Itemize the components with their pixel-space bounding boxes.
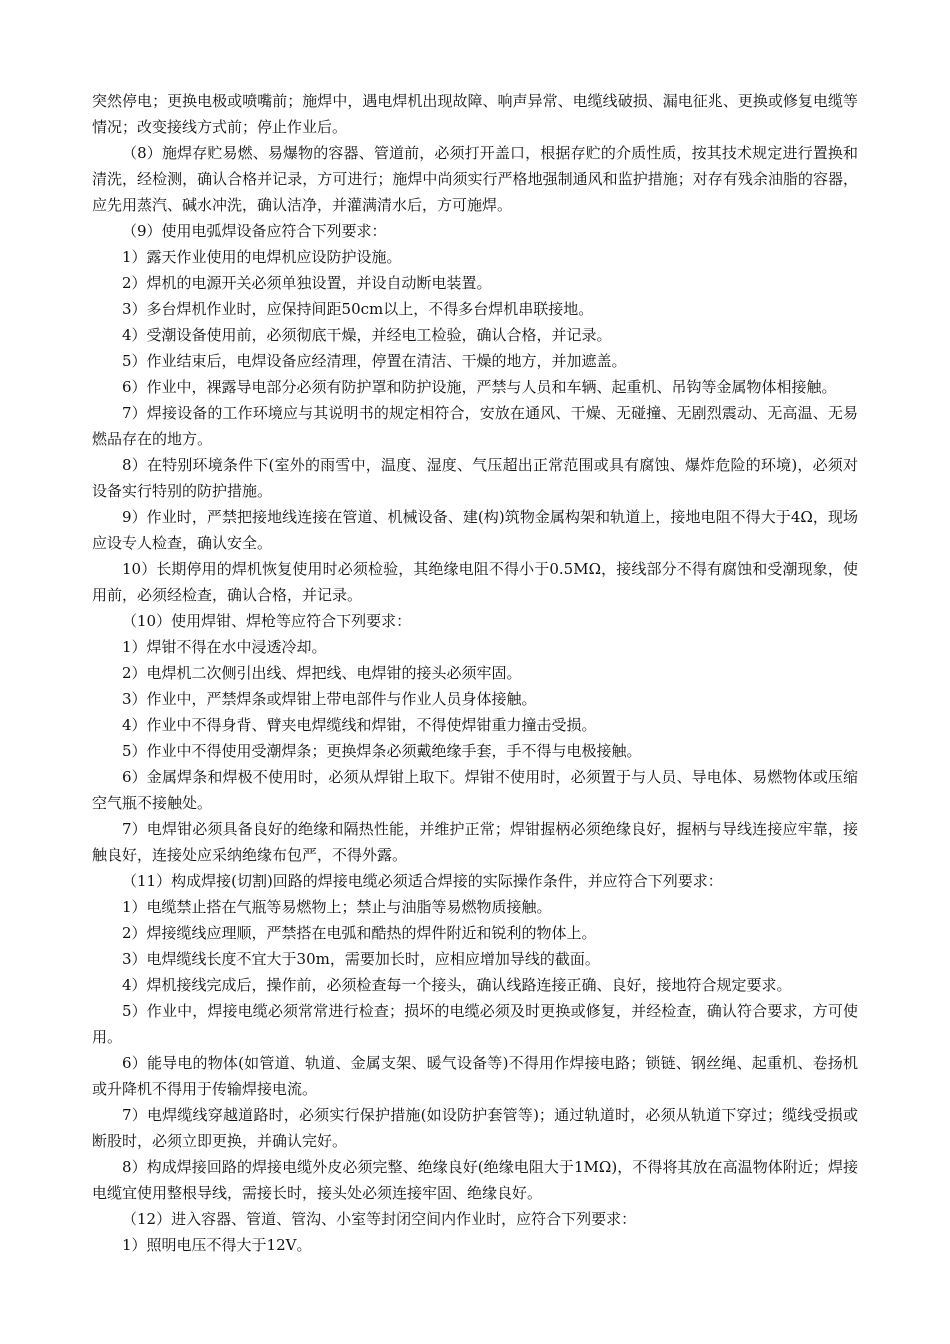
list-item: 7）焊接设备的工作环境应与其说明书的规定相符合，安放在通风、干燥、无碰撞、无剧烈震动、无高温、无易燃品存在的地方。 — [92, 404, 858, 448]
document-page — [92, 88, 858, 1258]
section-8-paragraph: （8）施焊存贮易燃、易爆物的容器、管道前，必须打开盖口，根据存贮的介质性质，按其技术规定进行置换和清洗，经检测，确认合格并记录，方可进行；施焊中尚须实行严格地强制通风和监护措施；对存有残余油脂的容器，应先用蒸汽、碱水冲洗，确认洁净，并灌满清水后，方可施焊。 — [92, 144, 858, 214]
list-item: 8）在特别环境条件下(室外的雨雪中，温度、湿度、气压超出正常范围或具有腐蚀、爆炸危险的环境)，必须对设备实行特别的防护措施。 — [92, 456, 858, 500]
list-item: 6）能导电的物体(如管道、轨道、金属支架、暖气设备等)不得用作焊接电路；锁链、钢丝绳、起重机、卷扬机或升降机不得用于传输焊接电流。 — [92, 1054, 858, 1098]
section-11-heading: （11）构成焊接(切割)回路的焊接电缆必须适合焊接的实际操作条件，并应符合下列要求： — [122, 872, 723, 890]
list-item: 1）电缆禁止搭在气瓶等易燃物上；禁止与油脂等易燃物质接触。 — [122, 898, 552, 916]
list-item: 4）焊机接线完成后，操作前，必须检查每一个接头，确认线路连接正确、良好，接地符合规定要求。 — [122, 976, 792, 994]
list-item: 5）作业中，焊接电缆必须常常进行检查；损坏的电缆必须及时更换或修复，并经检查，确认符合要求，方可使用。 — [92, 1002, 858, 1046]
section-10-heading: （10）使用焊钳、焊枪等应符合下列要求： — [122, 612, 412, 630]
list-item: 10）长期停用的焊机恢复使用时必须检验，其绝缘电阻不得小于0.5MΩ，接线部分不得有腐蚀和受潮现象，使用前，必须经检查，确认合格，并记录。 — [92, 560, 858, 604]
list-item: 8）构成焊接回路的焊接电缆外皮必须完整、绝缘良好(绝缘电阻大于1MΩ)，不得将其放在高温物体附近；焊接电缆宜使用整根导线，需接长时，接头处必须连接牢固、绝缘良好。 — [92, 1158, 858, 1202]
list-item: 5）作业结束后，电焊设备应经清理，停置在清洁、干燥的地方，并加遮盖。 — [122, 352, 627, 370]
list-item: 6）金属焊条和焊极不使用时，必须从焊钳上取下。焊钳不使用时，必须置于与人员、导电体、易燃物体或压缩空气瓶不接触处。 — [92, 768, 858, 812]
list-item: 7）电焊缆线穿越道路时，必须实行保护措施(如设防护套管等)；通过轨道时，必须从轨道下穿过；缆线受损或断股时，必须立即更换，并确认完好。 — [92, 1106, 858, 1150]
list-item: 2）电焊机二次侧引出线、焊把线、电焊钳的接头必须牢固。 — [122, 664, 522, 682]
list-item: 3）电焊缆线长度不宜大于30m，需要加长时，应相应增加导线的截面。 — [122, 950, 600, 968]
list-item: 9）作业时，严禁把接地线连接在管道、机械设备、建(构)筑物金属构架和轨道上，接地电阻不得大于4Ω，现场应设专人检查，确认安全。 — [92, 508, 858, 552]
list-item: 1）露天作业使用的电焊机应设防护设施。 — [122, 248, 402, 266]
list-item: 4）受潮设备使用前，必须彻底干燥，并经电工检验，确认合格，并记录。 — [122, 326, 612, 344]
list-item: 3）作业中，严禁焊条或焊钳上带电部件与作业人员身体接触。 — [122, 690, 537, 708]
section-12-heading: （12）进入容器、管道、管沟、小室等封闭空间内作业时，应符合下列要求： — [122, 1210, 637, 1228]
list-item: 6）作业中，裸露导电部分必须有防护罩和防护设施，严禁与人员和车辆、起重机、吊钩等金属物体相接触。 — [122, 378, 837, 396]
list-item: 2）焊机的电源开关必须单独设置，并设自动断电装置。 — [122, 274, 492, 292]
paragraph-continuation: 突然停电；更换电极或喷嘴前；施焊中，遇电焊机出现故障、响声异常、电缆线破损、漏电征兆、更换或修复电缆等情况；改变接线方式前；停止作业后。 — [92, 92, 858, 136]
list-item: 1）照明电压不得大于12V。 — [122, 1236, 312, 1254]
section-9-heading: （9）使用电弧焊设备应符合下列要求： — [122, 222, 387, 240]
list-item: 1）焊钳不得在水中浸透冷却。 — [122, 638, 327, 656]
list-item: 5）作业中不得使用受潮焊条；更换焊条必须戴绝缘手套，手不得与电极接触。 — [122, 742, 642, 760]
list-item: 4）作业中不得身背、臂夹电焊缆线和焊钳，不得使焊钳重力撞击受损。 — [122, 716, 597, 734]
list-item: 7）电焊钳必须具备良好的绝缘和隔热性能，并维护正常；焊钳握柄必须绝缘良好，握柄与导线连接应牢靠，接触良好，连接处应采纳绝缘布包严，不得外露。 — [92, 820, 858, 864]
list-item: 3）多台焊机作业时，应保持间距50cm以上，不得多台焊机串联接地。 — [122, 300, 594, 318]
list-item: 2）焊接缆线应理顺，严禁搭在电弧和酷热的焊件附近和锐利的物体上。 — [122, 924, 597, 942]
